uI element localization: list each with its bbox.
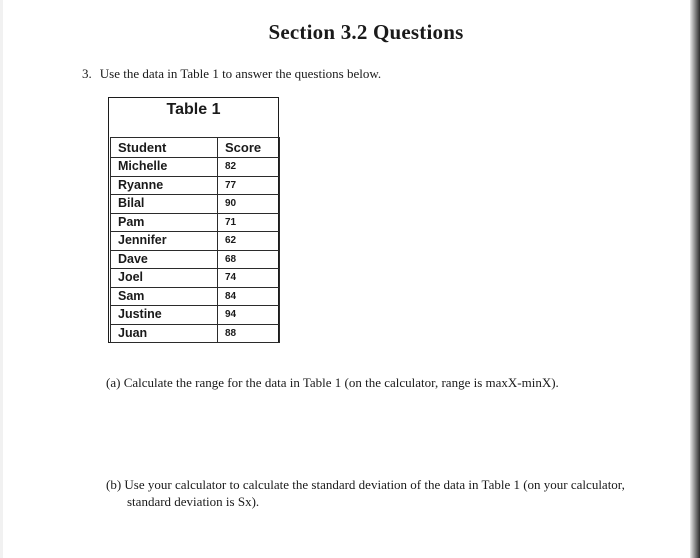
score-cell: 68 bbox=[218, 250, 280, 269]
score-cell: 90 bbox=[218, 195, 280, 214]
student-name-cell: Joel bbox=[111, 269, 218, 288]
student-name-cell: Justine bbox=[111, 306, 218, 325]
page-right-edge-shadow bbox=[690, 0, 700, 558]
table-title: Table 1 bbox=[166, 101, 221, 118]
scores-table bbox=[110, 137, 280, 343]
student-name-cell: Sam bbox=[111, 287, 218, 306]
score-cell: 82 bbox=[218, 158, 280, 177]
student-name-cell: Michelle bbox=[111, 158, 218, 177]
student-name-cell: Juan bbox=[111, 324, 218, 343]
score-cell: 88 bbox=[218, 324, 280, 343]
table-row bbox=[111, 158, 280, 177]
part-a-text: Calculate the range for the data in Table 1 (on the calculator, range is maxX-minX). bbox=[123, 375, 559, 390]
question-3 bbox=[82, 66, 381, 82]
table-row bbox=[111, 287, 280, 306]
student-name-cell: Bilal bbox=[111, 195, 218, 214]
question-3-number: 3. bbox=[82, 66, 92, 81]
header-student: Student bbox=[111, 138, 218, 158]
page-left-edge bbox=[0, 0, 3, 558]
table-row bbox=[111, 250, 280, 269]
score-cell: 71 bbox=[218, 213, 280, 232]
table-row bbox=[111, 195, 280, 214]
student-name-cell: Jennifer bbox=[111, 232, 218, 251]
score-cell: 94 bbox=[218, 306, 280, 325]
part-b-text: Use your calculator to calculate the standard deviation of the data in Table 1 (on your calculator, standard deviation is Sx). bbox=[124, 477, 625, 509]
section-heading: Section 3.2 Questions bbox=[268, 20, 464, 44]
table-1-box bbox=[108, 97, 279, 343]
part-b-body bbox=[106, 476, 646, 510]
header-score: Score bbox=[218, 138, 280, 158]
student-name-cell: Ryanne bbox=[111, 176, 218, 195]
part-b-label: (b) bbox=[106, 477, 122, 492]
table-header-row bbox=[111, 138, 280, 158]
table-row bbox=[111, 213, 280, 232]
score-cell: 62 bbox=[218, 232, 280, 251]
table-row bbox=[111, 176, 280, 195]
table-row bbox=[111, 306, 280, 325]
score-cell: 77 bbox=[218, 176, 280, 195]
question-3-text: Use the data in Table 1 to answer the questions below. bbox=[99, 66, 382, 81]
score-cell: 84 bbox=[218, 287, 280, 306]
table-row bbox=[111, 232, 280, 251]
table-row bbox=[111, 324, 280, 343]
student-name-cell: Dave bbox=[111, 250, 218, 269]
part-b bbox=[106, 476, 646, 510]
student-name-cell: Pam bbox=[111, 213, 218, 232]
score-cell: 74 bbox=[218, 269, 280, 288]
part-a-label: (a) bbox=[106, 375, 121, 390]
part-a bbox=[106, 375, 559, 391]
table-row bbox=[111, 269, 280, 288]
